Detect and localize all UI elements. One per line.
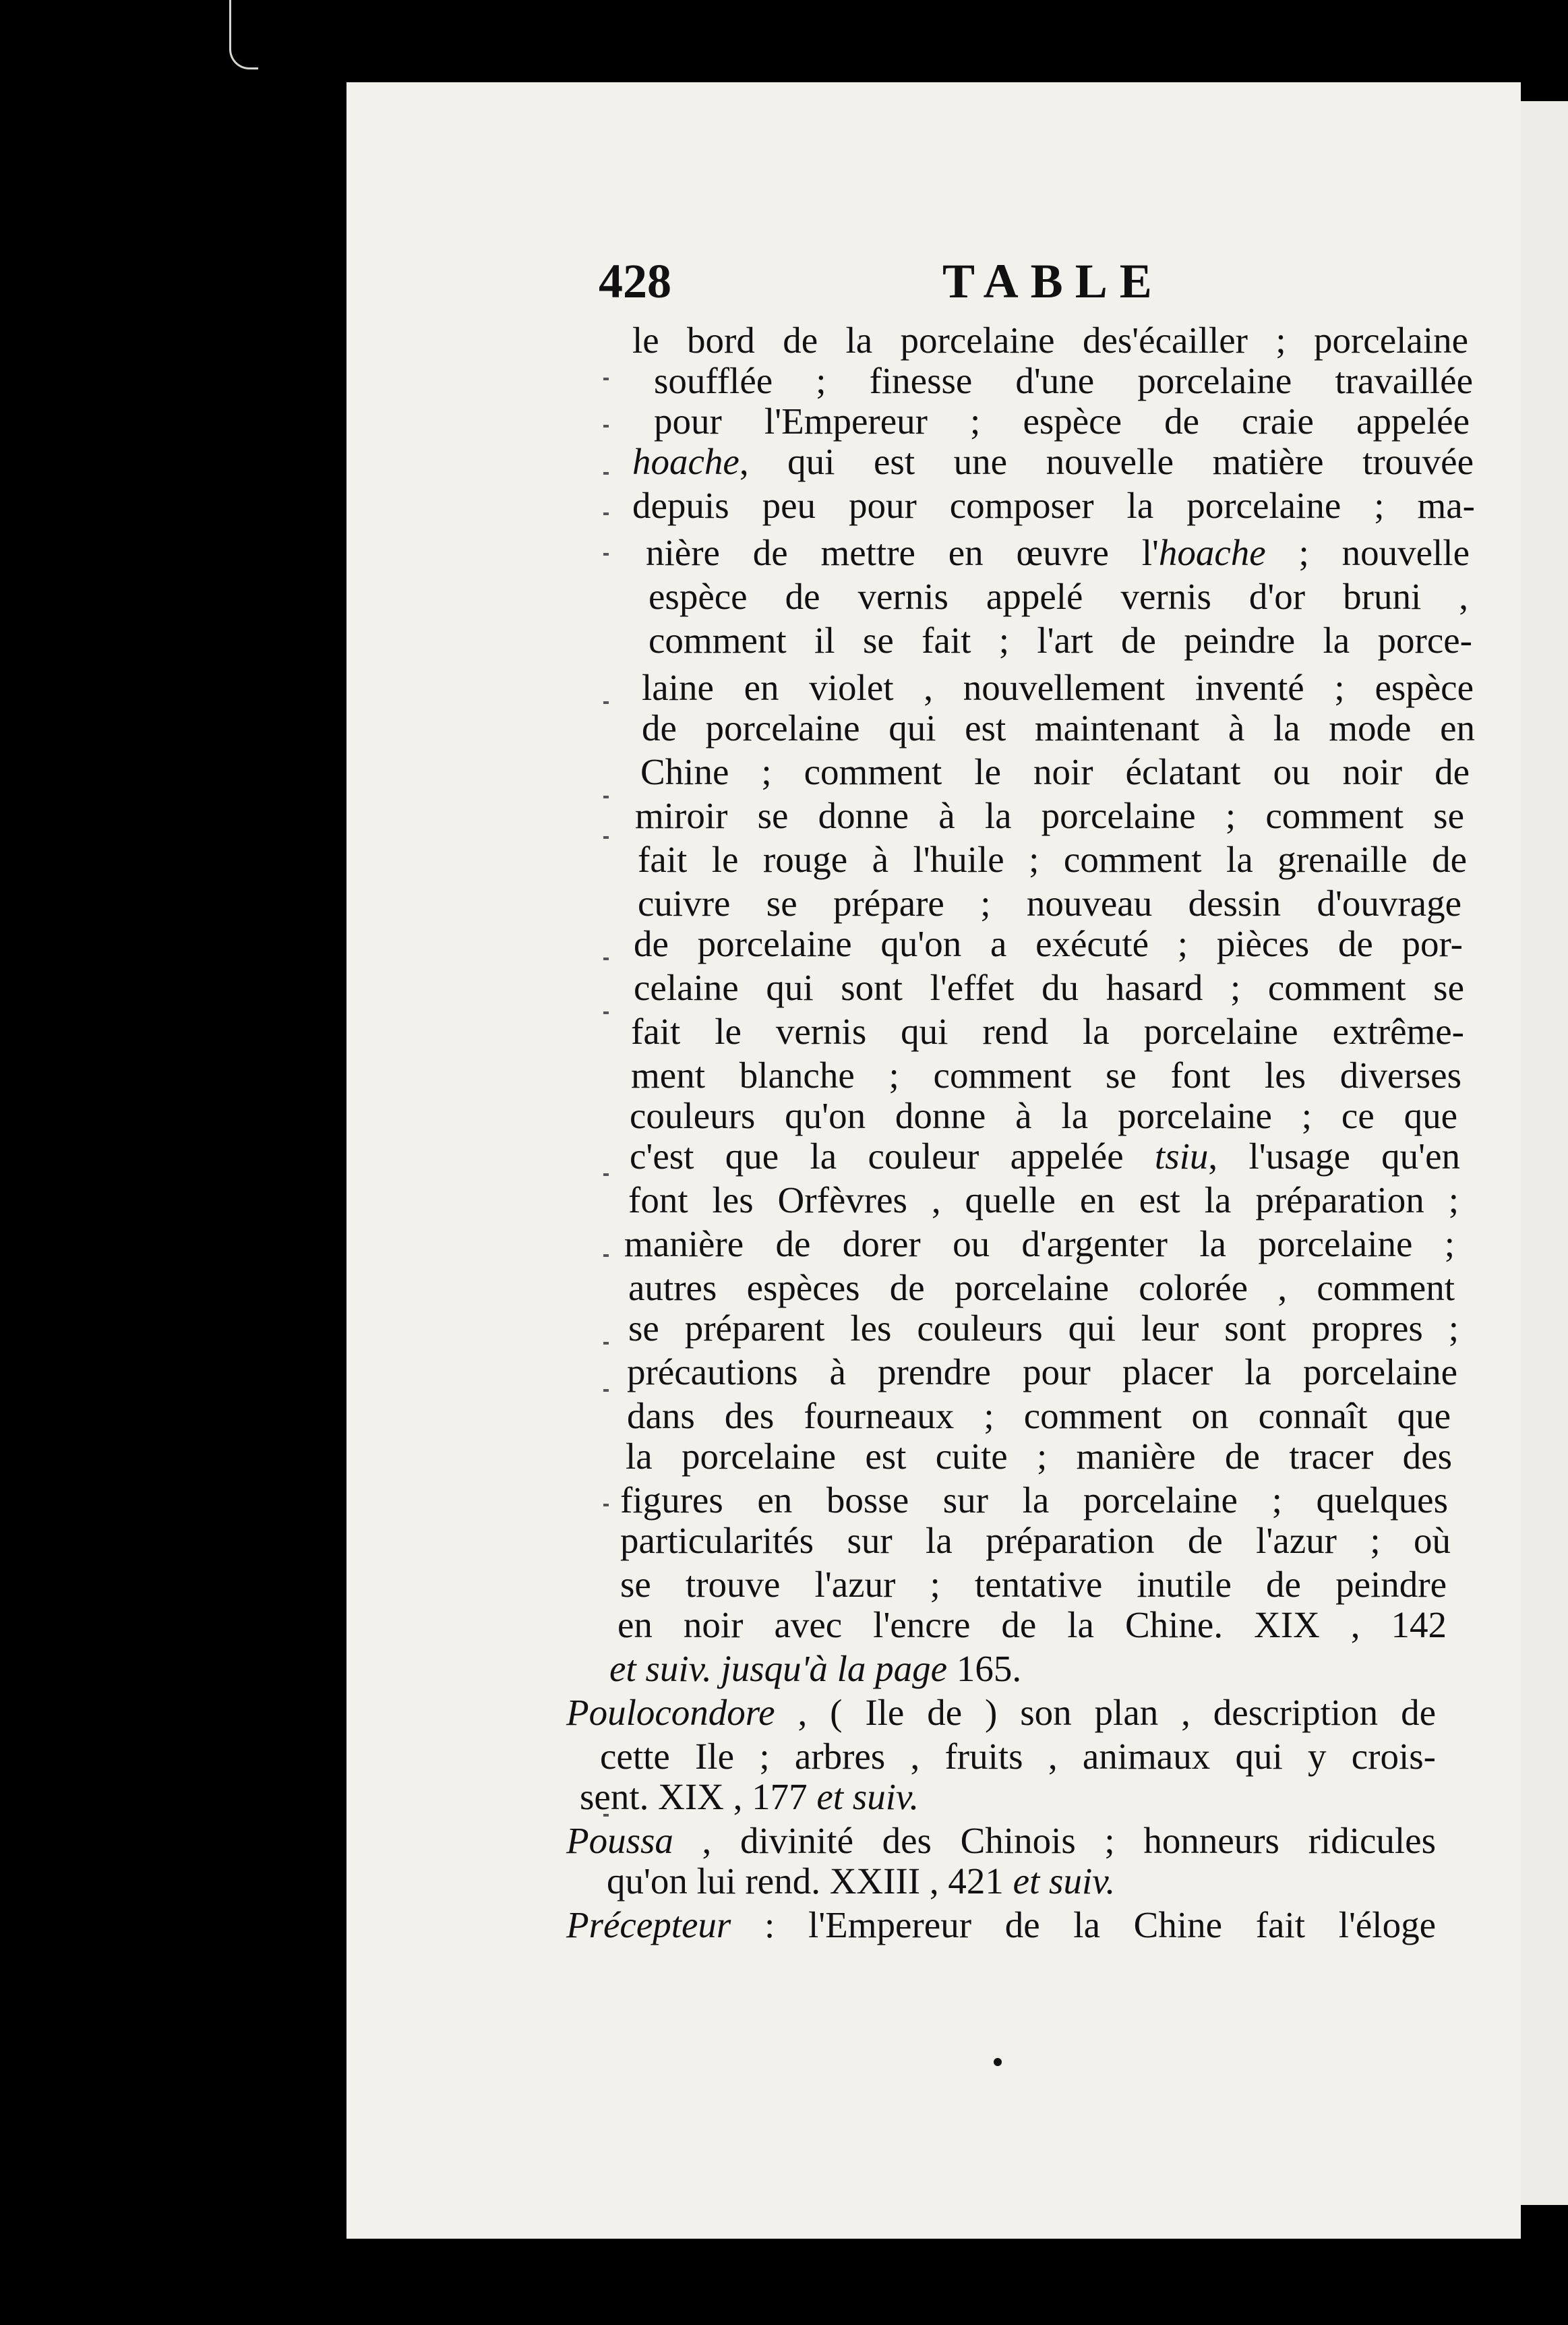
text-line — [631, 1008, 1464, 1055]
text-line — [609, 1645, 1022, 1693]
text-segment: espèce de vernis appelé vernis d'or bruni , — [649, 576, 1468, 617]
text-segment: , divinité des Chinois ; honneurs ridicules — [673, 1820, 1436, 1861]
text-segment: manière de dorer ou d'argenter la porcelaine ; — [624, 1223, 1455, 1264]
margin-mark — [603, 1504, 609, 1506]
text-segment: soufflée ; finesse d'une porcelaine travaillée — [654, 360, 1473, 401]
text-line — [607, 1858, 1119, 1905]
text-line — [624, 1220, 1455, 1268]
text-segment: particularités sur la préparation de l'azur ; où — [620, 1520, 1451, 1561]
text-segment: miroir se donne à la porcelaine ; comment se — [635, 795, 1464, 836]
margin-mark — [603, 958, 609, 960]
margin-mark — [603, 425, 609, 428]
text-segment: , ( Ile de ) son plan , description de — [775, 1692, 1436, 1733]
text-line — [649, 617, 1472, 664]
text-segment: celaine qui sont l'effet du hasard ; comment se — [634, 967, 1464, 1008]
text-line — [632, 482, 1475, 529]
text-line — [632, 438, 1474, 485]
text-line — [634, 920, 1463, 968]
margin-mark — [603, 836, 609, 839]
text-segment: 165. — [947, 1648, 1022, 1689]
text-segment: dans des fourneaux ; comment on connaît que — [627, 1395, 1451, 1436]
text-segment: le bord de la porcelaine des'écailler ; porcelaine — [632, 320, 1468, 361]
text-segment: ; nouvelle — [1265, 532, 1470, 573]
italic-segment: hoache — [1158, 532, 1266, 573]
text-segment: depuis peu pour composer la porcelaine ; ma- — [632, 485, 1475, 526]
text-segment: laine en violet , nouvellement inventé ; espèce — [642, 667, 1474, 708]
italic-segment: Poussa — [566, 1820, 673, 1861]
margin-mark — [603, 553, 609, 556]
text-segment: font les Orfèvres , quelle en est la préparation ; — [628, 1179, 1459, 1220]
text-segment: ment blanche ; comment se font les diverses — [631, 1055, 1461, 1096]
text-segment: sent. XIX , 177 — [580, 1776, 817, 1817]
text-line — [620, 1517, 1451, 1564]
text-segment: cuivre se prépare ; nouveau dessin d'ouvrage — [638, 883, 1461, 924]
text-segment: figures en bosse sur la porcelaine ; quelques — [620, 1479, 1448, 1521]
text-segment: la porcelaine est cuite ; manière de tracer des — [626, 1436, 1452, 1477]
paper-scrap — [229, 0, 258, 69]
text-segment: précautions à prendre pour placer la porcelaine — [627, 1351, 1457, 1392]
text-line — [566, 1689, 1436, 1736]
text-segment: , l'usage qu'en — [1208, 1136, 1460, 1177]
margin-mark — [603, 1011, 609, 1014]
text-segment: comment il se fait ; l'art de peindre la porce- — [649, 620, 1472, 661]
text-line — [638, 836, 1467, 883]
text-segment: autres espèces de porcelaine colorée , comment — [628, 1267, 1455, 1308]
page-header — [599, 254, 1542, 307]
text-segment: pour l'Empereur ; espèce de craie appelée — [654, 401, 1470, 442]
text-line — [634, 964, 1464, 1011]
text-line — [630, 1133, 1460, 1180]
margin-mark — [603, 378, 609, 380]
text-line — [628, 1177, 1459, 1224]
text-segment: se préparent les couleurs qui leur sont propres ; — [628, 1307, 1459, 1349]
text-line — [640, 748, 1470, 796]
page-title: TABLE — [942, 254, 1164, 308]
margin-mark — [603, 1389, 609, 1392]
text-segment: couleurs qu'on donne à la porcelaine ; ce que — [630, 1095, 1457, 1136]
text-segment: de porcelaine qui est maintenant à la mode en — [642, 707, 1475, 748]
italic-segment: et suiv. jusqu'à la page — [609, 1648, 948, 1689]
italic-segment: et suiv. — [1013, 1860, 1116, 1902]
text-line — [649, 573, 1468, 620]
text-segment: cette Ile ; arbres , fruits , animaux qui y crois- — [600, 1736, 1436, 1777]
page-number: 428 — [599, 254, 671, 308]
italic-segment: hoache — [632, 441, 740, 482]
margin-mark — [603, 1254, 609, 1257]
text-line — [626, 1433, 1452, 1480]
ink-dot — [994, 2058, 1002, 2066]
text-segment: se trouve l'azur ; tentative inutile de peindre — [620, 1564, 1447, 1605]
text-line — [628, 1305, 1459, 1352]
text-line — [642, 705, 1475, 752]
text-line — [566, 1902, 1436, 1949]
text-segment: c'est que la couleur appelée — [630, 1136, 1155, 1177]
text-line — [646, 529, 1470, 577]
text-segment: en noir avec l'encre de la Chine. XIX , 142 — [617, 1604, 1447, 1645]
italic-segment: tsiu — [1154, 1136, 1209, 1177]
margin-mark — [603, 1342, 609, 1345]
text-line — [580, 1773, 957, 1821]
italic-segment: Poulocondore — [566, 1692, 775, 1733]
text-segment: : l'Empereur de la Chine fait l'éloge — [731, 1904, 1436, 1945]
margin-mark — [603, 512, 609, 515]
italic-segment: Précepteur — [566, 1904, 731, 1945]
margin-mark — [603, 472, 609, 475]
text-segment: , qui est une nouvelle matière trouvée — [739, 441, 1474, 482]
text-segment: Chine ; comment le noir éclatant ou noir de — [640, 751, 1470, 792]
text-line — [617, 1601, 1447, 1649]
text-line — [635, 792, 1464, 840]
margin-mark — [603, 1173, 609, 1176]
margin-mark — [603, 796, 609, 798]
text-segment: qu'on lui rend. XXIII , 421 — [607, 1860, 1013, 1902]
text-segment: nière de mettre en œuvre l' — [646, 532, 1159, 573]
text-segment: fait le rouge à l'huile ; comment la grenaille de — [638, 839, 1467, 880]
text-segment: de porcelaine qu'on a exécuté ; pièces de por- — [634, 923, 1463, 964]
text-line — [627, 1349, 1457, 1396]
margin-mark — [603, 701, 609, 704]
italic-segment: et suiv. — [816, 1776, 919, 1817]
text-segment: fait le vernis qui rend la porcelaine extrême- — [631, 1011, 1464, 1052]
